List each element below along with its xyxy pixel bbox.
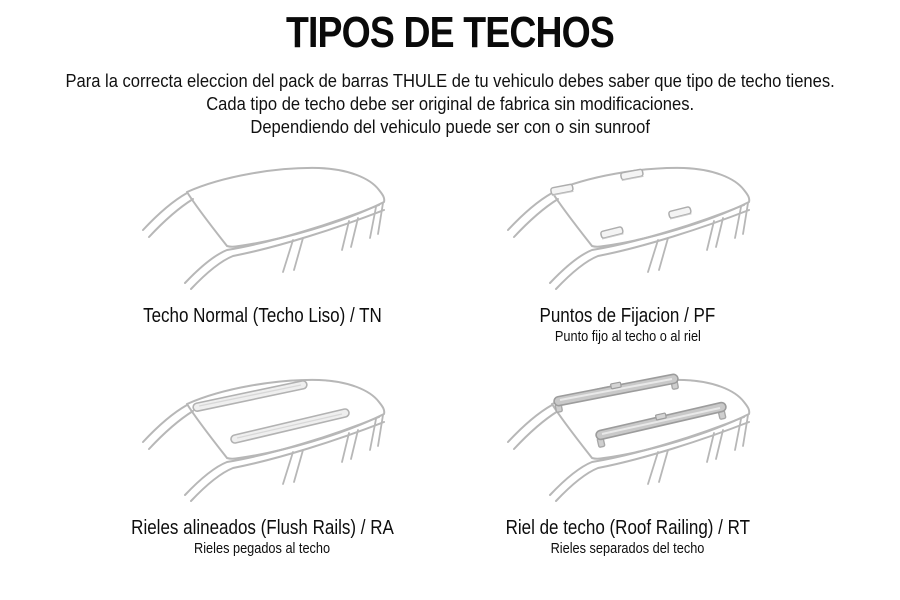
raised-roof-rails [553, 374, 727, 448]
fixation-points [550, 169, 691, 239]
roof-type-card-tn [90, 150, 435, 346]
roof-type-card-rt [455, 362, 800, 558]
roof-type-sublabel: Rieles pegados al techo [194, 540, 331, 557]
roof-type-label: Techo Normal (Techo Liso) / TN [143, 305, 382, 327]
normal-roof-icon [113, 150, 413, 300]
flush-rails [192, 380, 349, 444]
flush-rails-roof-icon [113, 362, 413, 512]
roof-type-caption [90, 516, 435, 558]
fixed-points-roof-icon [478, 150, 778, 300]
roof-type-label: Rieles alineados (Flush Rails) / RA [131, 517, 394, 539]
roof-type-caption [455, 516, 800, 558]
roof-type-sublabel: Rieles separados del techo [550, 540, 705, 557]
intro-text [0, 70, 900, 139]
intro-line-2: Cada tipo de techo debe ser original de fabrica sin modificaciones. [206, 94, 694, 114]
roof-type-card-pf [455, 150, 800, 346]
intro-line-1: Para la correcta eleccion del pack de barras THULE de tu vehiculo debes saber que tipo de techo tienes. [65, 71, 835, 91]
roof-type-label: Puntos de Fijacion / PF [539, 305, 716, 327]
page-title: TIPOS DE TECHOS [285, 8, 615, 57]
roof-type-caption [90, 304, 435, 346]
roof-railing-roof-icon [478, 362, 778, 512]
intro-line-3: Dependiendo del vehiculo puede ser con o sin sunroof [250, 117, 650, 137]
roof-type-caption [455, 304, 800, 346]
roof-type-card-ra [90, 362, 435, 558]
roof-type-label: Riel de techo (Roof Railing) / RT [505, 517, 750, 539]
roof-type-sublabel [90, 328, 435, 346]
roof-type-sublabel: Punto fijo al techo o al riel [554, 328, 701, 345]
